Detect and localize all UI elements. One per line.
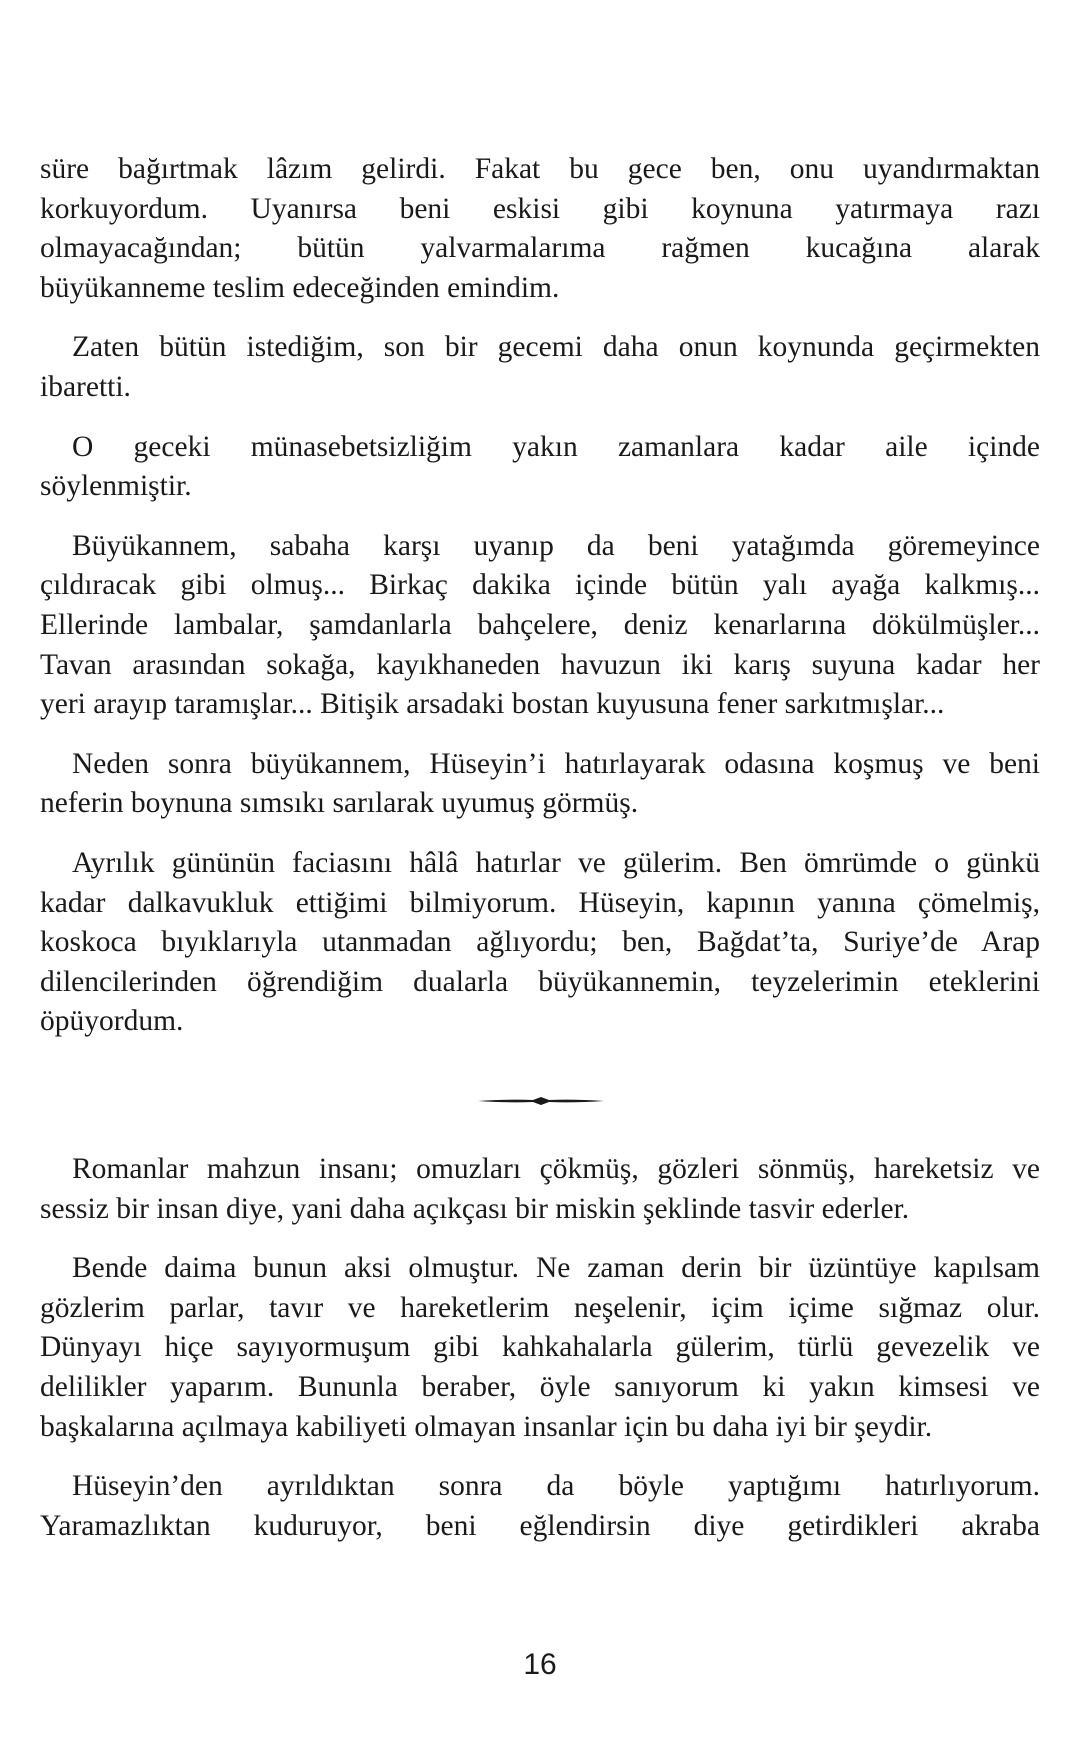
text-line: olmayacağından; bütün yalvarmalarıma rağmen kucağına alarak [40, 232, 1040, 265]
paragraph-2 [40, 328, 1040, 407]
paragraph-4 [40, 527, 1040, 725]
section-2 [40, 1150, 1040, 1566]
text-line: gözlerim parlar, tavır ve hareketlerim neşelenir, içim içime sığmaz olur. [40, 1291, 1040, 1324]
text-line: çıldıracak gibi olmuş... Birkaç dakika içinde bütün yalı ayağa kalkmış... [40, 569, 1040, 602]
text-line: Neden sonra büyükannem, Hüseyin’i hatırlayarak odasına koşmuş ve beni [72, 747, 1040, 780]
text-line: dilencilerinden öğrendiğim dualarla büyükannemin, teyzelerimin eteklerini [40, 965, 1040, 998]
text-line: Hüseyin’den ayrıldıktan sonra da böyle yaptığımı hatırlıyorum. [72, 1470, 1040, 1503]
section-1 [40, 150, 1040, 1062]
text-line: ibaretti. [40, 370, 131, 403]
paragraph-9 [40, 1467, 1040, 1546]
text-line: O geceki münasebetsizliğim yakın zamanlara kadar aile içinde [72, 430, 1040, 463]
paragraph-8 [40, 1249, 1040, 1447]
text-line: öpüyordum. [40, 1005, 184, 1038]
text-line: süre bağırtmak lâzım gelirdi. Fakat bu gece ben, onu uyandırmaktan [40, 153, 1040, 185]
text-line: koskoca bıyıklarıyla utanmadan ağlıyordu; ben, Bağdat’ta, Suriye’de Arap [40, 926, 1040, 959]
text-line: Zaten bütün istediğim, son bir gecemi daha onun koynunda geçirmekten [72, 331, 1040, 364]
paragraph-7 [40, 1150, 1040, 1229]
section-divider-ornament [478, 1094, 604, 1108]
text-line: Yaramazlıktan kuduruyor, beni eğlendirsin diye getirdikleri akraba [40, 1509, 1040, 1542]
text-line: Bende daima bunun aksi olmuştur. Ne zaman derin bir üzüntüye kapılsam [72, 1252, 1040, 1285]
paragraph-3 [40, 428, 1040, 507]
text-line: neferin boynuna sımsıkı sarılarak uyumuş görmüş. [40, 787, 639, 820]
text-line: sessiz bir insan diye, yani daha açıkçası bir miskin şeklinde tasvir ederler. [40, 1192, 910, 1225]
page-number: 16 [523, 1648, 557, 1681]
text-line: başkalarına açılmaya kabiliyeti olmayan insanlar için bu daha iyi bir şeydir. [40, 1410, 933, 1443]
text-line: Büyükannem, sabaha karşı uyanıp da beni yatağımda göremeyince [72, 529, 1040, 562]
paragraph-5 [40, 745, 1040, 824]
paragraph-1 [40, 150, 1040, 308]
text-line: delilikler yaparım. Bununla beraber, öyle sanıyorum ki yakın kimsesi ve [40, 1370, 1040, 1403]
text-line: söylenmiştir. [40, 470, 192, 503]
text-line: Tavan arasından sokağa, kayıkhaneden havuzun iki karış suyuna kadar her [40, 648, 1040, 681]
text-line: büyükanneme teslim edeceğinden emindim. [40, 271, 560, 304]
text-line: korkuyordum. Uyanırsa beni eskisi gibi koynuna yatırmaya razı [40, 192, 1040, 225]
text-line: kadar dalkavukluk ettiğimi bilmiyorum. Hüseyin, kapının yanına çömelmiş, [40, 886, 1040, 919]
text-line: Romanlar mahzun insanı; omuzları çökmüş, gözleri sönmüş, hareketsiz ve [72, 1153, 1040, 1185]
text-line: Ellerinde lambalar, şamdanlarla bahçelere, deniz kenarlarına dökülmüşler... [40, 608, 1040, 641]
text-line: Dünyayı hiçe sayıyormuşum gibi kahkahalarla gülerim, türlü gevezelik ve [40, 1331, 1040, 1364]
text-line: yeri arayıp taramışlar... Bitişik arsadaki bostan kuyusuna fener sarkıtmışlar... [40, 688, 945, 721]
paragraph-6 [40, 844, 1040, 1042]
text-line: Ayrılık gününün faciasını hâlâ hatırlar ve gülerim. Ben ömrümde o günkü [72, 846, 1040, 879]
